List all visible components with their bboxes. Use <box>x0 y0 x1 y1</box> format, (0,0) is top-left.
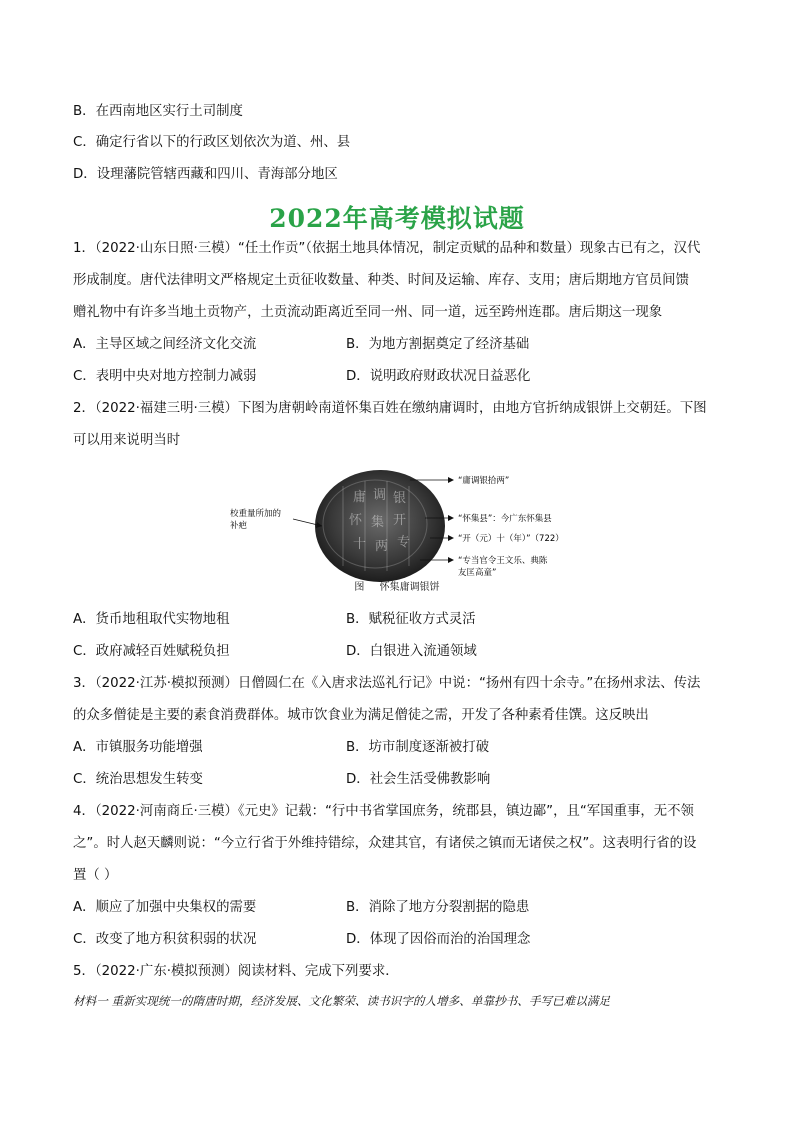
q4-option-a: A．顺应了加强中央集权的需要 <box>73 900 257 915</box>
q2-option-b: B．赋税征收方式灵活 <box>346 612 476 627</box>
q4-stem-line-1: 4．（2022·河南商丘·三模）《元史》记载：“行中书省掌国庶务，统郡县，镇边鄙”，且“军国重事，无不领 <box>73 804 694 819</box>
right-label-4a: “专当官令王文乐、典陈 <box>458 556 548 566</box>
left-label-2: 补疤 <box>230 521 248 531</box>
q2-options-row-2 <box>73 643 733 661</box>
q4-option-c: C．改变了地方积贫积弱的状况 <box>73 932 257 947</box>
q5-stem-line: 5．（2022·广东·模拟预测）阅读材料、完成下列要求． <box>73 964 399 979</box>
q3-options-row-2 <box>73 771 733 789</box>
q4-stem-line-2: 之”。时人赵天麟则说：“今立行省于外维持错综，众建其官，有诸侯之镇而无诸侯之权”。这表明行省的设 <box>73 836 697 851</box>
q3-option-d: D．社会生活受佛教影响 <box>346 772 491 787</box>
q1-stem-line-2: 形成制度。唐代法律明文严格规定土贡征收数量、种类、时间及运输、库存、支用；唐后期地方官员间馈 <box>73 273 689 288</box>
svg-text:银: 银 <box>393 491 407 506</box>
svg-text:开: 开 <box>393 513 407 528</box>
svg-text:怀: 怀 <box>349 513 363 528</box>
svg-text:两: 两 <box>375 539 389 554</box>
svg-text:集: 集 <box>371 515 385 530</box>
q1-option-c: C．表明中央对地方控制力减弱 <box>73 369 257 384</box>
q1-option-a: A．主导区域之间经济文化交流 <box>73 337 257 352</box>
figure-caption-prefix: 图 <box>354 582 365 593</box>
svg-text:庸: 庸 <box>353 490 367 505</box>
figure-caption-text: 怀集庸调银饼 <box>379 582 440 593</box>
q2-stem-line-2: 可以用来说明当时 <box>73 433 181 448</box>
silver-cake-figure <box>225 466 585 596</box>
right-label-4b: 友匡高童” <box>458 568 497 578</box>
q2-option-a: A．货币地租取代实物地租 <box>73 612 230 627</box>
right-label-3: “开（元）十（年）”（722） <box>458 534 564 544</box>
q3-option-c: C．统治思想发生转变 <box>73 772 203 787</box>
q1-options-row-2 <box>73 368 733 386</box>
q2-option-d: D．白银进入流通领域 <box>346 644 477 659</box>
q3-stem-line-2: 的众多僧徒是主要的素食消费群体。城市饮食业为满足僧徒之需，开发了各种素肴佳馔。这反映出 <box>73 708 649 723</box>
q4-option-b: B．消除了地方分裂割据的隐患 <box>346 900 530 915</box>
q1-stem-line-1: 1．（2022·山东日照·三模）“任土作贡”（依据土地具体情况，制定贡赋的品种和数量）现象古已有之，汉代 <box>73 241 701 256</box>
prev-option-b: B．在西南地区实行土司制度 <box>73 104 243 119</box>
prev-option-c: C．确定行省以下的行政区划依次为道、州、县 <box>73 135 351 150</box>
q1-options-row-1 <box>73 336 733 354</box>
q1-option-b: B．为地方割据奠定了经济基础 <box>346 337 530 352</box>
left-label-1: 校重量所加的 <box>230 509 282 519</box>
q3-option-b: B．坊市制度逐渐被打破 <box>346 740 490 755</box>
svg-text:专: 专 <box>397 535 411 550</box>
silver-cake-image <box>315 470 445 582</box>
q3-options-row-1 <box>73 739 733 757</box>
q1-stem-line-3: 赠礼物中有许多当地土贡物产，土贡流动距离近至同一州、同一道，远至跨州连郡。唐后期这一现象 <box>73 305 663 320</box>
q3-option-a: A．市镇服务功能增强 <box>73 740 203 755</box>
q5-material-line: 材料一 重新实现统一的隋唐时期，经济发展、文化繁荣、读书识字的人增多、单靠抄书、手写已难以满足 <box>73 994 611 1008</box>
q2-option-c: C．政府减轻百姓赋税负担 <box>73 644 230 659</box>
q2-stem-line-1: 2．（2022·福建三明·三模）下图为唐朝岭南道怀集百姓在缴纳庸调时，由地方官折纳成银饼上交朝廷。下图 <box>73 401 707 416</box>
prev-option-d: D．设理藩院管辖西藏和四川、青海部分地区 <box>73 167 338 182</box>
svg-text:调: 调 <box>373 488 387 503</box>
figure-caption <box>0 578 794 593</box>
q3-stem-line-1: 3．（2022·江苏·模拟预测）日僧圆仁在《入唐求法巡礼行记》中说：“扬州有四十余寺。”在扬州求法、传法 <box>73 676 701 691</box>
q2-options-row-1 <box>73 611 733 629</box>
q4-stem-line-3: 置（ ） <box>73 868 118 883</box>
section-title: 2022年高考模拟试题 <box>269 204 525 233</box>
right-label-2: “怀集县”：今广东怀集县 <box>458 514 552 524</box>
q4-option-d: D．体现了因俗而治的治国理念 <box>346 932 531 947</box>
svg-text:十: 十 <box>353 537 367 552</box>
right-label-1: “庸调银拾两” <box>458 476 510 486</box>
q4-options-row-1 <box>73 899 733 917</box>
q1-option-d: D．说明政府财政状况日益恶化 <box>346 369 531 384</box>
q4-options-row-2 <box>73 931 733 949</box>
